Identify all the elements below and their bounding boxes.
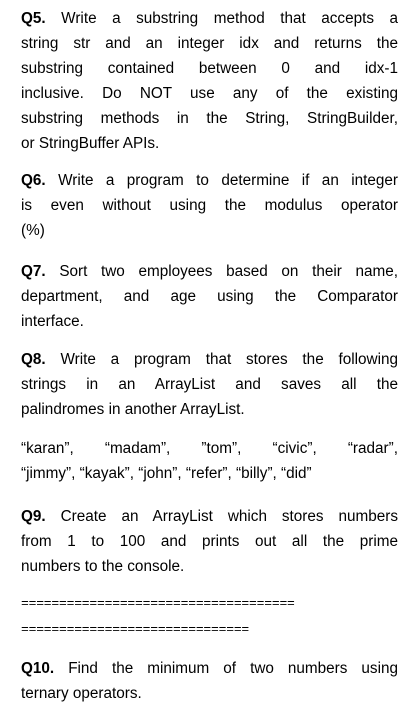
string-list-line: “karan”, “madam”, ”tom”, “civic”, “radar”, [21, 440, 398, 457]
question-text-line: Write a program that stores the following [60, 351, 399, 368]
question-text-line: palindromes in another ArrayList. [21, 401, 245, 418]
question-q5 [21, 6, 398, 156]
question-number: Q10. [21, 660, 55, 677]
question-q8 [21, 347, 398, 422]
question-text-line: department, and age using the Comparator [21, 288, 398, 305]
question-text-line: Write a program to determine if an integer [58, 172, 398, 189]
question-number: Q9. [21, 508, 46, 525]
question-q10 [21, 656, 398, 706]
question-text-line: substring methods in the String, StringBuilder, [21, 110, 398, 127]
question-text-line: is even without using the modulus operator [21, 197, 398, 214]
question-q9 [21, 504, 398, 579]
question-text-line: interface. [21, 313, 84, 330]
question-q7 [21, 259, 398, 334]
question-text-line: strings in an ArrayList and saves all the [21, 376, 398, 393]
question-number: Q6. [21, 172, 46, 189]
question-number: Q5. [21, 10, 46, 27]
separator-line: ============================== [21, 622, 250, 637]
question-number: Q7. [21, 263, 46, 280]
question-text-line: Write a substring method that accepts a [61, 10, 399, 27]
question-q6 [21, 168, 398, 243]
question-text-line: Sort two employees based on their name, [59, 263, 398, 280]
string-list-line: “jimmy”, “kayak”, “john”, “refer”, “billy”, “did” [21, 465, 312, 482]
question-text-line: numbers to the console. [21, 558, 185, 575]
question-text-line: substring contained between 0 and idx-1 [21, 60, 398, 77]
question-text-line: inclusive. Do NOT use any of the existing [21, 85, 398, 102]
question-text-line: ternary operators. [21, 685, 142, 702]
question-text-line: from 1 to 100 and prints out all the prime [21, 533, 398, 550]
string-list [21, 436, 398, 486]
question-text-line: (%) [21, 222, 45, 239]
question-text-line: string str and an integer idx and returns the [21, 35, 398, 52]
question-text-line: or StringBuffer APIs. [21, 135, 160, 152]
question-text-line: Create an ArrayList which stores numbers [60, 508, 398, 525]
question-text-line: Find the minimum of two numbers using [68, 660, 398, 677]
question-number: Q8. [21, 351, 46, 368]
separator-line: ==================================== [21, 596, 295, 611]
